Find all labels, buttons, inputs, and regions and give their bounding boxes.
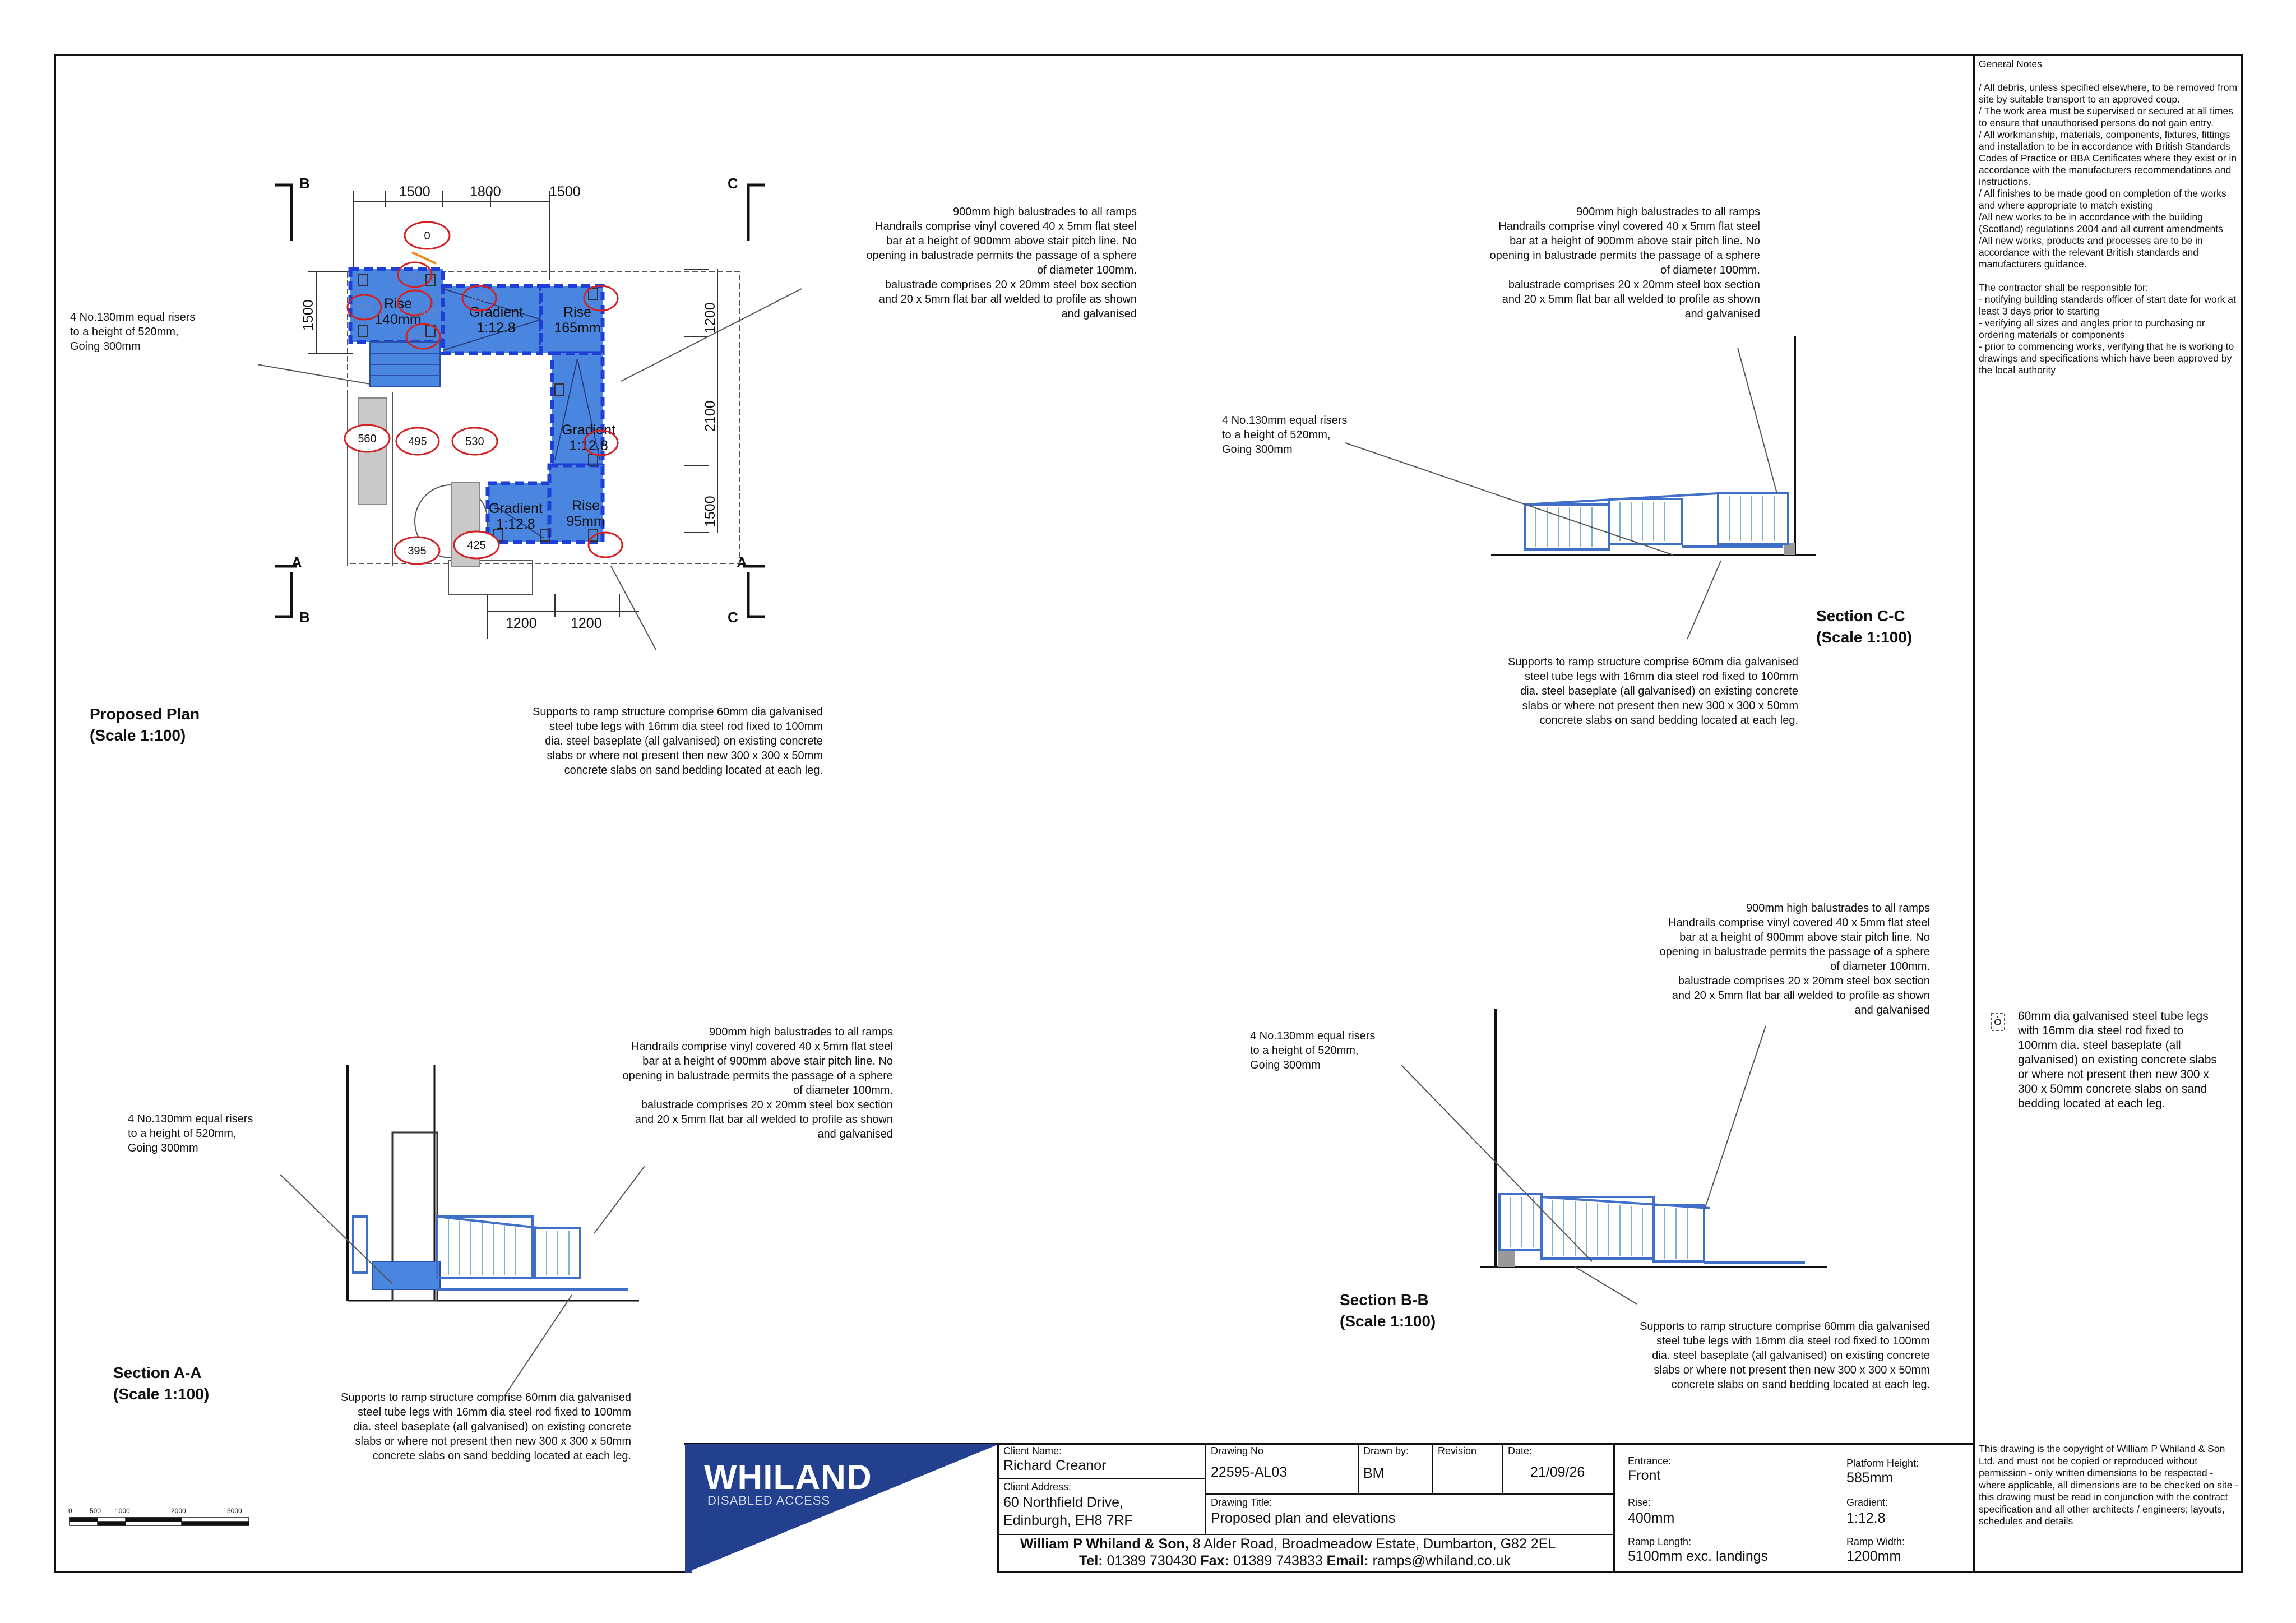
section-cc-supports-note: Supports to ramp structure comprise 60mm dia galvanised steel tube legs with 16mm dia steel rod fixed to 100mm dia. steel baseplate (all galvanised) on existing concrete slabs or where not present then new 300 x 300 x 50mm concrete slabs on sand bedding located at each leg. — [1507, 656, 1798, 727]
section-bb-title: Section B-B (Scale 1:100) — [1340, 1291, 1436, 1330]
client-name-label: Client Name: — [1003, 1445, 1062, 1456]
platform-height-value: 585mm — [1846, 1470, 1894, 1486]
general-note: / All workmanship, materials, components, fixtures, fittings and installation to be in accordance with British Standards Codes of Practice or BBA Certificates where they exist or in accordance with the manufacturers recommendations and instructions. — [1979, 129, 2237, 187]
dim-right: 1200 — [702, 302, 718, 334]
client-name: Richard Creanor — [1003, 1458, 1107, 1473]
entrance-label: Entrance: — [1628, 1455, 1672, 1467]
tel-value: 01389 730430 — [1107, 1553, 1197, 1569]
general-notes — [1979, 58, 2241, 376]
plan-supports-note: Supports to ramp structure comprise 60mm dia galvanised steel tube legs with 16mm dia steel rod fixed to 100mm dia. steel baseplate (all galvanised) on existing concrete slabs or where not present then new 300 x 300 x 50mm concrete slabs on sand bedding located at each leg. — [532, 706, 823, 776]
rise-label: Rise: — [1628, 1497, 1651, 1508]
section-aa-leaders — [269, 1149, 673, 1413]
level-value: 570 — [356, 302, 373, 313]
company-name: William P Whiland & Son, — [1020, 1536, 1189, 1552]
level-value: 410 — [406, 270, 423, 280]
leg-symbol-icon — [1989, 1011, 2008, 1034]
dim-bottom: 1200 — [506, 616, 537, 631]
level-value: 585 — [409, 331, 426, 342]
section-cc-title: Section C-C (Scale 1:100) — [1816, 607, 1913, 646]
copyright-note: This drawing is the copyright of William P Whiland & Son Ltd. and must not be copied or reproduced without permission - only written dimensions to be respected - where applicable, all dimensions are to be checked on site - this drawing must be read in conjunction with the contract specification and all other architects / engineers; layouts, schedules and details — [1979, 1443, 2239, 1527]
ramp-width-value: 1200mm — [1846, 1548, 1901, 1564]
brand-subtitle: DISABLED ACCESS — [707, 1493, 831, 1508]
client-address-label: Client Address: — [1003, 1481, 1072, 1492]
section-letter-a: A — [291, 554, 302, 571]
section-aa-title: Section A-A (Scale 1:100) — [113, 1364, 210, 1403]
brand-name: WHILAND — [704, 1458, 872, 1497]
gradient-label: Gradient: — [1846, 1497, 1888, 1508]
tel-label: Tel: — [1079, 1553, 1103, 1569]
plan-label-rise: Rise 95mm — [566, 498, 605, 529]
date-label: Date: — [1508, 1445, 1533, 1456]
section-letter-a: A — [737, 554, 747, 571]
level-value: 530 — [465, 436, 484, 448]
general-note: / The work area must be supervised or secured at all times to ensure that unauthorised persons do not gain entry. — [1979, 105, 2233, 128]
drawn-by-label: Drawn by: — [1363, 1445, 1409, 1456]
level-value: 495 — [408, 436, 427, 448]
level-value: 0 — [424, 230, 430, 242]
general-notes-heading: General Notes — [1979, 58, 2042, 70]
label-line: 140mm — [374, 312, 422, 327]
entrance-value: Front — [1628, 1468, 1661, 1483]
scale-tick: 1000 — [115, 1507, 130, 1515]
plan-label-rise: Rise 140mm — [374, 296, 422, 327]
plan-label-gradient: Gradient 1:12.8 — [469, 304, 523, 336]
level-value: 635 — [471, 293, 488, 304]
client-address-line: 60 Northfield Drive, — [1003, 1495, 1123, 1510]
general-note: /All new works, products and processes are to be in accordance with the relevant British standards and manufacturers guidance. — [1979, 235, 2203, 270]
gradient-value: 1:12.8 — [1846, 1510, 1886, 1526]
general-note: / All finishes to be made good on completion of the works and where appropriate to match existing — [1979, 188, 2226, 211]
plan-label-gradient: Gradient 1:12.8 — [489, 501, 543, 532]
company-address — [1020, 1536, 1556, 1552]
label-line: 1:12.8 — [496, 516, 535, 532]
section-letter-b: B — [299, 175, 310, 192]
platform-height-label: Platform Height: — [1846, 1458, 1919, 1469]
section-letter-c: C — [728, 609, 738, 626]
dim-bottom: 1200 — [571, 616, 602, 631]
fax-value: 01389 743833 — [1233, 1553, 1323, 1569]
plan-risers-note: 4 No.130mm equal risers to a height of 520mm, Going 300mm — [70, 311, 196, 353]
level-value: 405 — [420, 307, 437, 317]
scale-tick: 500 — [90, 1507, 101, 1515]
section-bb-balustrade-note: 900mm high balustrades to all ramps Handrails comprise vinyl covered 40 x 5mm flat steel bar at a height of 900mm above stair pitch line. No opening in balustrade permits the passage of a sphere of diameter 100mm. balustrade comprises 20 x 20mm steel box section and 20 x 5mm flat bar all welded to profile as shown and galvanised — [1659, 902, 1930, 1016]
label-line: 1:12.8 — [569, 438, 608, 454]
drawing-title: Proposed plan and elevations — [1211, 1510, 1396, 1526]
scale-tick: 2000 — [171, 1507, 186, 1515]
section-aa-balustrade-note: 900mm high balustrades to all ramps Handrails comprise vinyl covered 40 x 5mm flat steel bar at a height of 900mm above stair pitch line. No opening in balustrade permits the passage of a sphere of diameter 100mm. balustrade comprises 20 x 20mm steel box section and 20 x 5mm flat bar all welded to profile as shown and galvanised — [622, 1026, 893, 1140]
dim-top: 1500 — [399, 184, 430, 200]
section-cc-balustrade-note: 900mm high balustrades to all ramps Handrails comprise vinyl covered 40 x 5mm flat steel bar at a height of 900mm above stair pitch line. No opening in balustrade permits the passage of a sphere of diameter 100mm. balustrade comprises 20 x 20mm steel box section and 20 x 5mm flat bar all welded to profile as shown and galvanised — [1489, 206, 1760, 320]
level-value: 425 — [467, 539, 486, 552]
dim-left: 1500 — [300, 299, 316, 331]
ramp-length-value: 5100mm exc. landings — [1628, 1548, 1769, 1564]
drawing-title-label: Drawing Title: — [1211, 1497, 1272, 1508]
client-address-line: Edinburgh, EH8 7RF — [1003, 1513, 1133, 1528]
contractor-note: - verifying all sizes and angles prior to purchasing or ordering materials or components — [1979, 317, 2205, 340]
company-street: 8 Alder Road, Broadmeadow Estate, Dumbarton, G82 2EL — [1192, 1536, 1556, 1552]
section-aa-supports-note: Supports to ramp structure comprise 60mm dia galvanised steel tube legs with 16mm dia steel rod fixed to 100mm dia. steel baseplate (all galvanised) on existing concrete slabs or where not present then new 300 x 300 x 50mm concrete slabs on sand bedding located at each leg. — [340, 1391, 631, 1462]
fax-label: Fax: — [1200, 1553, 1229, 1569]
plan-title: Proposed Plan (Scale 1:100) — [90, 705, 200, 744]
scale-bar — [67, 1505, 258, 1533]
level-value: 560 — [358, 433, 377, 445]
dim-top: 1800 — [470, 184, 501, 200]
notes-divider — [1973, 54, 1975, 1573]
plan-balustrade-note: 900mm high balustrades to all ramps Handrails comprise vinyl covered 40 x 5mm flat steel bar at a height of 900mm above stair pitch line. No opening in balustrade permits the passage of a sphere of diameter 100mm. balustrade comprises 20 x 20mm steel box section and 20 x 5mm flat bar all welded to profile as shown and galvanised — [866, 206, 1137, 320]
level-value: 395 — [408, 545, 427, 557]
section-letter-c: C — [728, 175, 738, 192]
ramp-width-label: Ramp Width: — [1846, 1536, 1905, 1547]
legend-support-note: 60mm dia galvanised steel tube legs with 16mm dia steel rod fixed to 100mm dia. steel baseplate (all galvanised) on existing concrete slabs or where not present then new 300 x 300 x 50mm concrete slabs on sand bedding located at each leg. — [2018, 1010, 2217, 1110]
scale-tick: 3000 — [227, 1507, 242, 1515]
email-label: Email: — [1326, 1553, 1369, 1569]
section-marks — [275, 185, 765, 617]
drawing-no: 22595-AL03 — [1211, 1464, 1288, 1480]
scale-tick: 0 — [68, 1507, 72, 1515]
revision-label: Revision — [1438, 1445, 1477, 1456]
section-letter-b: B — [299, 609, 310, 626]
section-cc-risers-note: 4 No.130mm equal risers to a height of 520mm, Going 300mm — [1222, 414, 1348, 456]
company-contacts — [1079, 1553, 1511, 1569]
contractor-note: - prior to commencing works, verifying that he is working to drawings and specifications which have been approved by the local authority — [1979, 341, 2234, 376]
plan-label-gradient: Gradient 1:12.8 — [562, 422, 615, 454]
contractor-heading: The contractor shall be responsible for: — [1979, 282, 2149, 293]
ramp-length-label: Ramp Length: — [1628, 1536, 1692, 1547]
plan-label-rise: Rise 165mm — [554, 304, 601, 336]
drawn-by: BM — [1363, 1465, 1385, 1481]
dim-top: 1500 — [549, 184, 581, 200]
dim-right: 2100 — [702, 400, 718, 432]
drawing-no-label: Drawing No — [1211, 1445, 1264, 1456]
general-note: /All new works to be in accordance with the building (Scotland) regulations 2004 and all current amendments — [1979, 211, 2223, 234]
label-line: 165mm — [554, 320, 601, 336]
label-line: 1:12.8 — [476, 320, 516, 336]
proposed-plan — [258, 168, 818, 650]
email-link[interactable]: ramps@whiland.co.uk — [1372, 1553, 1511, 1569]
section-bb-risers-note: 4 No.130mm equal risers to a height of 520mm, Going 300mm — [1250, 1030, 1376, 1071]
scale-bar-ticks — [68, 1507, 242, 1515]
dim-right: 1500 — [702, 496, 718, 527]
general-note: / All debris, unless specified elsewhere, to be removed from site by suitable transport to an approved coup. — [1979, 82, 2238, 105]
rise-value: 400mm — [1628, 1510, 1675, 1526]
label-line: 95mm — [566, 514, 605, 529]
date-value: 21/09/26 — [1530, 1464, 1585, 1480]
section-bb-supports-note: Supports to ramp structure comprise 60mm dia galvanised steel tube legs with 16mm dia steel rod fixed to 100mm dia. steel baseplate (all galvanised) on existing concrete slabs or where not present then new 300 x 300 x 50mm concrete slabs on sand bedding located at each leg. — [1639, 1320, 1930, 1391]
section-aa-risers-note: 4 No.130mm equal risers to a height of 520mm, Going 300mm — [128, 1113, 253, 1154]
contractor-note: - notifying building standards officer of start date for work at least 3 days prior to starting — [1979, 294, 2236, 317]
